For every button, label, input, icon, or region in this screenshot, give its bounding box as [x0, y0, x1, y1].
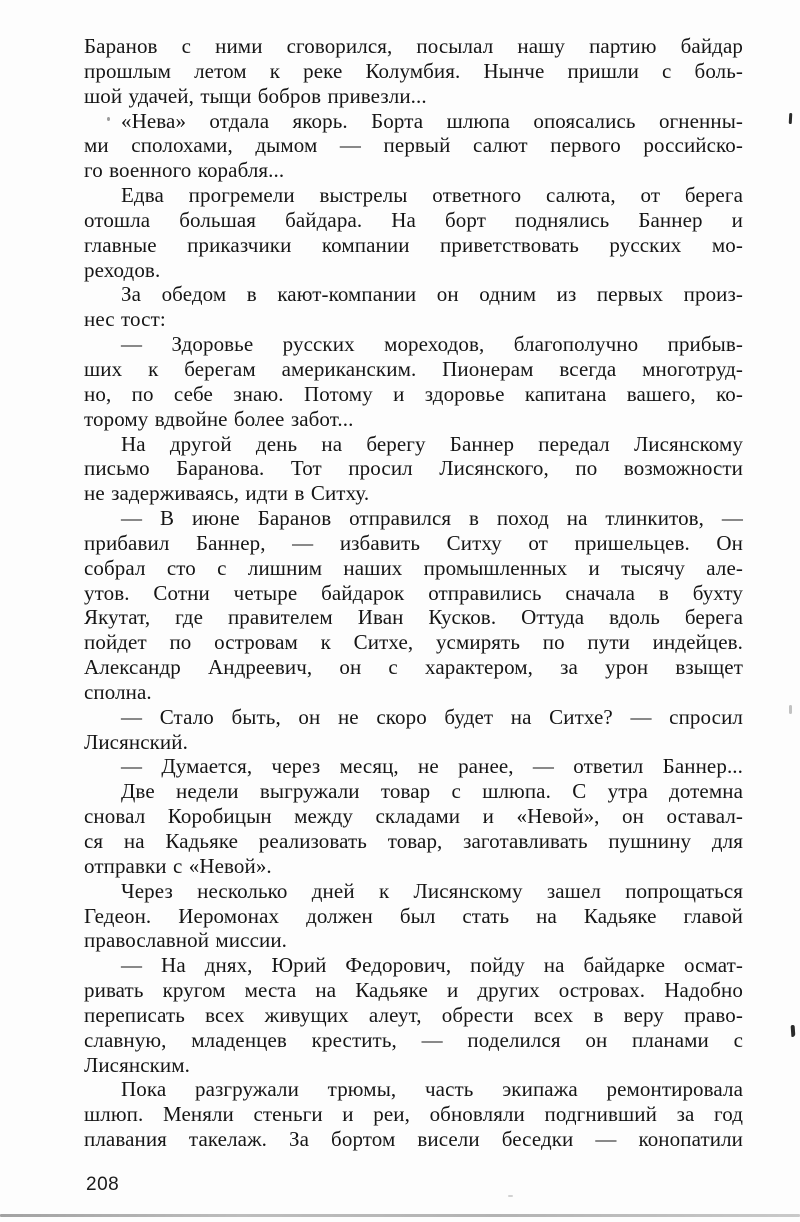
text-line: торому вдвойне более забот...: [84, 406, 354, 431]
text-line: Едва прогремели выстрелы ответного салюта, от берега: [121, 183, 743, 208]
scan-edge-line: [0, 1214, 800, 1217]
text-block: [84, 34, 743, 1152]
text-line: На другой день на берегу Баннер передал Лисянскому: [121, 431, 743, 456]
text-line: пойдет по островам к Ситхе, усмирять по пути индейцев.: [84, 630, 743, 655]
text-line: шой удачей, тыщи бобров привезли...: [84, 83, 427, 108]
text-line: За обедом в кают-компании он одним из первых произ-: [121, 282, 743, 307]
text-line: ших к берегам американским. Пионерам всегда многотруд-: [84, 356, 743, 381]
text-line: шлюп. Меняли стеньги и реи, обновляли подгнивший за год: [84, 1102, 743, 1127]
page-number: 208: [86, 1174, 120, 1195]
text-line: — Здоровье русских мореходов, благополучно прибыв-: [121, 332, 743, 357]
text-line: ривать кругом места на Кадьяке и других островах. Надобно: [84, 978, 743, 1003]
text-line: прошлым летом к реке Колумбия. Нынче пришли с боль-: [84, 58, 743, 83]
text-line: не задерживаясь, идти в Ситху.: [84, 481, 370, 506]
scan-speck-icon: [789, 113, 793, 124]
scan-speck-icon: [107, 117, 110, 121]
text-line: ми сполохами, дымом — первый салют первого российско-: [84, 133, 743, 158]
text-line: Баранов с ними сговорился, посылал нашу партию байдар: [84, 34, 743, 58]
text-line: Через несколько дней к Лисянскому зашел попрощаться: [121, 878, 743, 903]
text-line: переписать всех живущих алеут, обрести всех в веру право-: [84, 1002, 743, 1027]
text-line: реходов.: [84, 257, 161, 282]
text-line: Гедеон. Иеромонах должен был стать на Кадьяке главой: [84, 903, 743, 928]
text-line: сполна.: [84, 679, 152, 704]
text-line: письмо Баранова. Тот просил Лисянского, по возможности: [84, 456, 743, 481]
scan-speck-icon: [791, 1025, 796, 1037]
text-line: Две недели выгружали товар с шлюпа. С утра дотемна: [121, 779, 743, 804]
text-line: прибавил Баннер, — избавить Ситху от пришельцев. Он: [84, 530, 743, 555]
text-line: славную, младенцев крестить, — поделился он планами с: [84, 1027, 743, 1052]
text-line: собрал сто с лишним наших промышленных и тысячу але-: [84, 555, 743, 580]
text-line: ся на Кадьяке реализовать товар, заготавливать пушнину для: [84, 829, 743, 853]
text-line: отправки с «Невой».: [84, 853, 272, 878]
scan-speck-icon: [789, 705, 792, 714]
text-line: — Думается, через месяц, не ранее, — ответил Баннер...: [121, 754, 743, 779]
text-line: православной миссии.: [84, 928, 288, 953]
text-line: — На днях, Юрий Федорович, пойду на байдарке осмат-: [121, 953, 743, 978]
text-line: сновал Коробицын между складами и «Невой», он оставал-: [84, 804, 743, 829]
scan-speck-icon: [508, 1195, 513, 1197]
text-line: Лисянским.: [84, 1052, 190, 1077]
text-line: но, по себе знаю. Потому и здоровье капитана вашего, ко-: [84, 381, 743, 406]
text-line: го военного корабля...: [84, 158, 285, 183]
text-line: плавания такелаж. За бортом висели беседки — конопатили: [84, 1127, 743, 1152]
text-line: Лисянский.: [84, 729, 188, 754]
text-line: Александр Андреевич, он с характером, за урон взыщет: [84, 655, 743, 680]
text-line: Якутат, где правителем Иван Кусков. Оттуда вдоль берега: [84, 605, 743, 630]
text-line: главные приказчики компании приветствовать русских мо-: [84, 232, 743, 257]
text-line: нес тост:: [84, 307, 166, 332]
text-line: отошла большая байдара. На борт поднялись Баннер и: [84, 207, 743, 232]
text-line: «Нева» отдала якорь. Борта шлюпа опоясались огненны-: [121, 108, 743, 133]
text-line: — В июне Баранов отправился в поход на тлинкитов, —: [121, 506, 743, 531]
text-line: — Стало быть, он не скоро будет на Ситхе? — спросил: [121, 704, 743, 729]
text-line: утов. Сотни четыре байдарок отправились сначала в бухту: [84, 580, 743, 605]
text-line: Пока разгружали трюмы, часть экипажа ремонтировала: [121, 1077, 743, 1102]
